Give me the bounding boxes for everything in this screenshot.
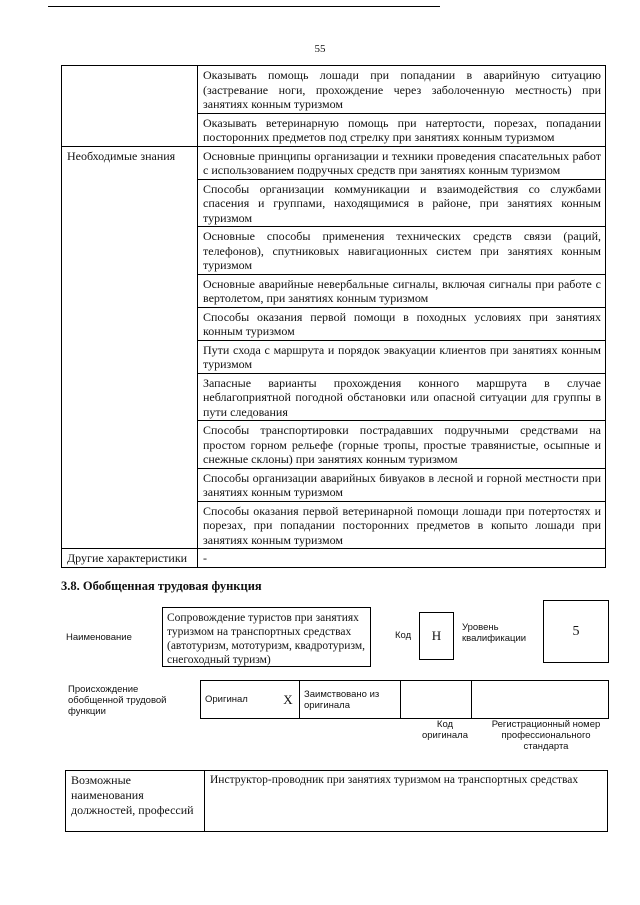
qualification-level-label: Уровень квалификации [462, 622, 527, 644]
knowledge-item: Пути схода с маршрута и порядок эвакуации клиентов при занятиях конным туризмом [198, 340, 606, 373]
knowledge-item: Способы транспортировки пострадавших подручными средствами на простом горном рельефе (горные тропы, простые травянистые, осыпные и снежные склоны) при занятиях конным туризмом [198, 421, 606, 469]
table-cell: Оказывать помощь лошади при попадании в аварийную ситуацию (застревание ноги, прохождение через заболоченную местность) при занятиях конным туризмом [198, 66, 606, 114]
original-mark: X [277, 681, 300, 719]
function-code-label: Код [395, 630, 412, 641]
knowledge-item: Основные принципы организации и техники проведения спасательных работ с использованием подручных средств при занятиях конным туризмом [198, 146, 606, 179]
section-heading: 3.8. Обобщенная трудовая функция [61, 579, 262, 593]
knowledge-item: Способы оказания первой помощи в походных условиях при занятиях конным туризмом [198, 307, 606, 340]
original-code-caption: Код оригинала [421, 719, 468, 741]
table-row [66, 771, 608, 832]
function-name-value: Сопровождение туристов при занятиях туризмом на транспортных средствах (автотуризм, мототуризм, квадротуризм, снегоходный туризм) [162, 607, 371, 667]
origin-table [200, 680, 609, 719]
page-number: 55 [314, 43, 326, 55]
knowledge-item: Основные способы применения технических средств связи (раций, телефонов), спутниковых навигационных систем при занятиях конным туризмом [198, 227, 606, 275]
empty-label-cell [62, 66, 198, 147]
competence-table [61, 65, 606, 568]
positions-table [65, 770, 608, 832]
table-row [62, 66, 606, 114]
knowledge-item: Основные аварийные невербальные сигналы, включая сигналы при работе с вертолетом, при занятиях конным туризмом [198, 274, 606, 307]
top-rule [48, 6, 440, 7]
table-row [62, 146, 606, 179]
knowledge-item: Способы организации аварийных бивуаков в лесной и горной местности при занятиях конным туризмом [198, 468, 606, 501]
table-row [201, 681, 609, 719]
positions-value: Инструктор-проводник при занятиях туризмом на транспортных средствах [205, 771, 608, 832]
knowledge-item: Запасные варианты прохождения конного маршрута в случае неблагоприятной погодной обстановки или опасной ситуации для группы в пути следования [198, 373, 606, 421]
positions-label: Возможные наименования должностей, профессий [66, 771, 205, 832]
table-cell: Оказывать ветеринарную помощь при натертости, порезах, попадании посторонних предметов под стрелку при занятиях конным туризмом [198, 113, 606, 146]
registration-number-cell [472, 681, 609, 719]
knowledge-label: Необходимые знания [62, 146, 198, 549]
borrowed-label: Заимствовано из оригинала [300, 681, 401, 719]
original-code-cell [401, 681, 472, 719]
registration-number-caption: Регистрационный номер профессионального стандарта [491, 719, 601, 752]
function-name-label: Наименование [66, 632, 132, 643]
original-label: Оригинал [201, 681, 278, 719]
other-characteristics-label: Другие характеристики [62, 549, 198, 568]
qualification-level-value: 5 [543, 600, 609, 663]
table-row [62, 549, 606, 568]
origin-label: Происхождение обобщенной трудовой функции [68, 684, 167, 717]
knowledge-item: Способы организации коммуникации и взаимодействия со службами спасения и группами, находящимися в районе, при занятиях конным туризмом [198, 179, 606, 227]
knowledge-item: Способы оказания первой ветеринарной помощи лошади при потертостях и порезах, при попадании посторонних предметов в копыто лошади при занятиях конным туризмом [198, 501, 606, 549]
other-characteristics-value: - [198, 549, 606, 568]
function-code-value: H [419, 612, 454, 660]
